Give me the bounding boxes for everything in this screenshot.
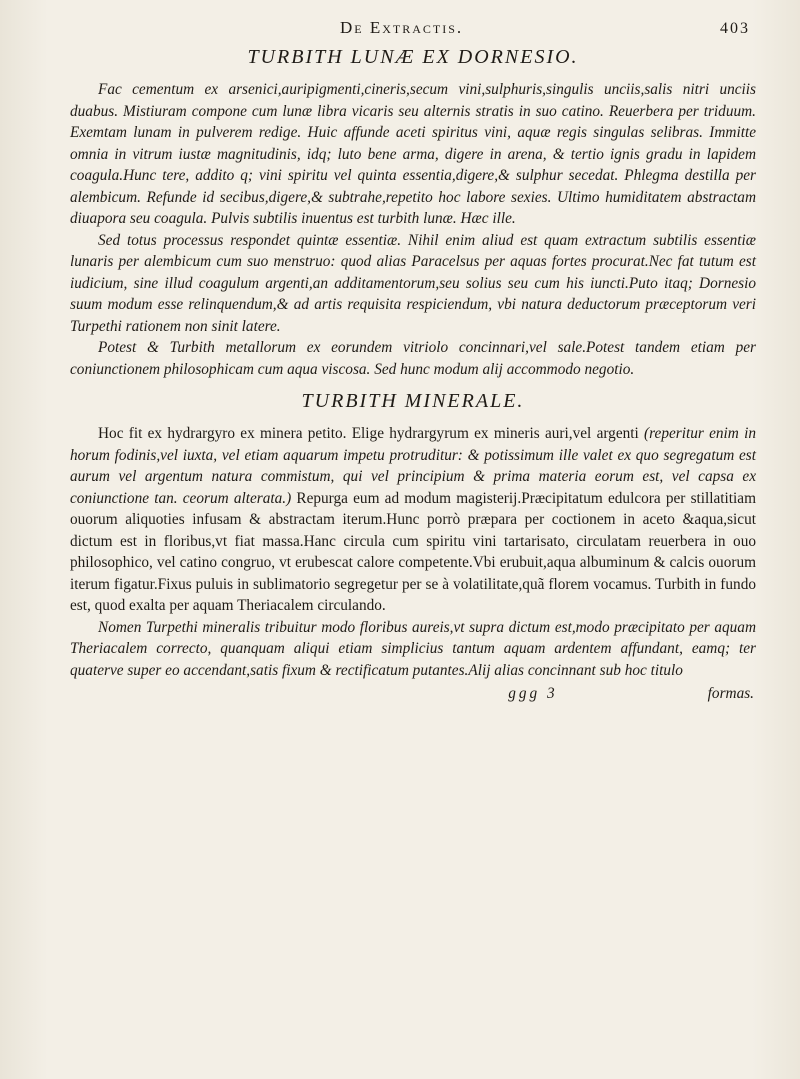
page-footer (70, 683, 756, 704)
running-head (70, 18, 756, 44)
minerale-text-b: Repurga eum ad modum magisterij.Præcipitatum edulcora per stillatitiam ouorum aliquoties infusam & abstractam iterum.Hunc porrò præpara per coctionem in aceto &aqua,sicut dictum est in floribus,vt fiat massa.Hanc circula cum spiritu vini tartarisato, circulatam reuerbera in ouo philosophico, vel catino congruo, vt erubescat calore competente.Vbi erubuit,aqua albuminum & calcis ouorum iterum figatur.Fixus puluis in sublimatorio segregetur per se à volatilitate,quã florem vocamus. Turbith in fundo est, quod exalta per aquam Theriacalem circulando. (70, 489, 756, 614)
minerale-text-a: Hoc fit ex hydrargyro ex minera petito. Elige hydrargyrum ex mineris auri,vel argenti (98, 425, 645, 442)
paragraph-minerale (70, 423, 756, 617)
paragraph-metallorum: Potest & Turbith metallorum ex eorundem vitriolo concinnari,vel sale.Potest tandem etiam per coniunctionem philosophicam cum aqua viscosa. Sed hunc modum alij accommodo negotio. (70, 339, 756, 378)
paragraph-commentary: Sed totus processus respondet quintæ essentiæ. Nihil enim aliud est quam extractum subtilis essentiæ lunaris per alembicum cum suo menstruo: quod alias Paracelsus per aquas fortes procurat.Nec fat tutum est iudicium, sine illud coagulum argenti,an additamentorum,seu solius seu cum his iuncti.Puto itaq; Dornesio suum modum esse relinquendum,& ad artis requisita respiciendum, vbi natura deductorum præceptorum veri Turpethi rationem non sinit latere. (70, 231, 756, 335)
catchword: formas. (707, 685, 754, 702)
running-title: De Extractis. (340, 18, 464, 37)
minerale-parenthetical: (reperitur enim in horum fodinis,vel iuxta, vel etiam aquarum impetu protruditur: & potissimum ille valet ex quo segregatum est aurum vel argentum natura commistum, qui vel principium & prima materia eorum est, vel capsa ex coniunctione tan. ceorum alterata.) (70, 425, 756, 507)
page-number: 403 (720, 20, 750, 37)
section-gap (70, 380, 756, 388)
section-heading-turbith-minerale: TURBITH MINERALE. (301, 390, 525, 412)
signature-mark: ggg 3 (508, 685, 558, 702)
paragraph-recipe: Fac cementum ex arsenici,auripigmenti,cineris,secum vini,sulphuris,singulis unciis,salis nitri unciis duabus. Mistiuram compone cum lunæ libra vicaris seu alternis stratis in suo catino. Reuerbera per triduum. Exemtam lunam in pulverem redige. Huic affunde aceti spiritus vini, aquæ regis singulas selibras. Immitte omnia in vitrum iustæ magnitudinis, idq; luto bene arma, digere in arena, & tertio ignis gradu in lapidem coagula.Hunc tere, addito q; vini spiritu vel quinta essentia,digere,& sulphur secedat. Phlegma destilla per alembicum. Refunde id secibus,digere,& subtrahe,repetito hoc labore sexies. Ultimo humiditatem abstractam diuapora seu coagula. Pulvis subtilis inuentus est turbith lunæ. Hæc ille. (70, 81, 756, 227)
paragraph-nomen: Nomen Turpethi mineralis tribuitur modo floribus aureis,vt supra dictum est,modo præcipitato per aquam Theriacalem correcto, quanquam aliqui etiam simplicius tantum aquam ardentem affundant, eamq; ter quaterve super eo accendant,satis fixum & rectificatum putantes.Alij alias concinnant sub hoc titulo (70, 618, 756, 679)
section-heading-turbith-lunae: TURBITH LUNÆ EX DORNESIO. (247, 46, 579, 68)
